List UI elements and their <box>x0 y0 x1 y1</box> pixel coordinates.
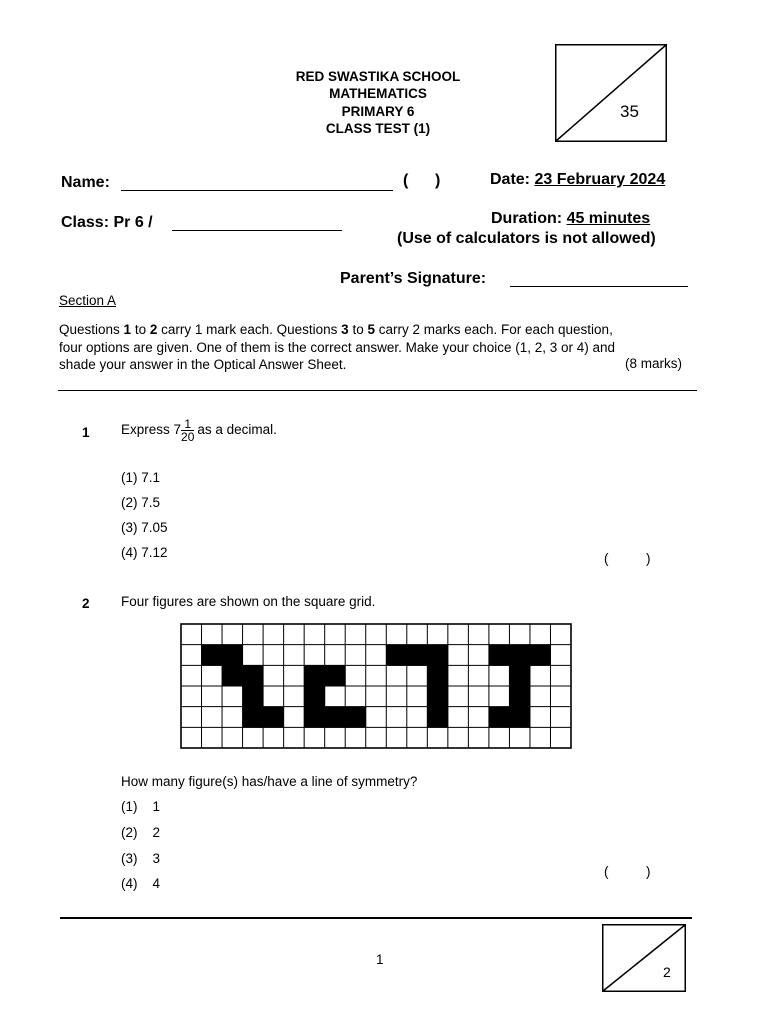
figure-3-cell <box>386 645 407 666</box>
index-bracket: ( ) <box>403 172 441 189</box>
q2-question: How many figure(s) has/have a line of symmetry? <box>121 774 418 789</box>
q1-text-before: Express 7 <box>121 422 182 438</box>
q2-option-2: (2) 2 <box>121 825 161 840</box>
figure-1-cell <box>243 707 264 728</box>
page-number: 1 <box>376 952 384 967</box>
q1-answer-bracket[interactable]: ( ) <box>604 551 651 566</box>
duration-field <box>491 210 650 228</box>
parent-signature-line[interactable] <box>510 286 688 287</box>
q2-option-4: (4) 4 <box>121 876 161 891</box>
q1-text-after: as a decimal. <box>197 422 277 438</box>
q2-option-3: (3) 3 <box>121 851 161 866</box>
level: PRIMARY 6 <box>341 104 415 119</box>
figure-4-cell <box>489 707 510 728</box>
name-label: Name: <box>61 174 110 191</box>
figure-2-cell <box>304 707 325 728</box>
name-line[interactable] <box>121 190 393 191</box>
instructions-line-1 <box>59 322 613 337</box>
figure-1-cell <box>243 686 264 707</box>
parent-signature-label: Parent’s Signature: <box>340 270 487 287</box>
figure-2-cell <box>325 707 346 728</box>
class-label: Class: Pr 6 / <box>61 214 153 231</box>
duration-value: 45 minutes <box>566 210 651 227</box>
q2-answer-bracket[interactable]: ( ) <box>604 864 651 879</box>
test-title: CLASS TEST (1) <box>325 121 431 136</box>
figure-2-cell <box>345 707 366 728</box>
instr-text: to <box>131 322 150 337</box>
instr-text: Questions <box>59 322 124 337</box>
section-marks: (8 marks) <box>625 356 682 371</box>
marks-box-frame <box>602 924 686 992</box>
score-total: 35 <box>620 102 639 121</box>
instr-q-start: 1 <box>123 322 132 337</box>
q2-text: Four figures are shown on the square grid. <box>121 594 376 609</box>
duration-label: Duration: <box>491 210 563 227</box>
figure-4-cell <box>509 686 530 707</box>
subject: MATHEMATICS <box>329 86 427 101</box>
q1-fraction <box>181 418 194 443</box>
instr-q-end: 2 <box>149 322 158 337</box>
instr-text: to <box>348 322 368 337</box>
score-box-frame <box>555 44 667 142</box>
date-value: 23 February 2024 <box>534 171 666 188</box>
instructions-line-3: shade your answer in the Optical Answer Sheet. <box>59 357 347 372</box>
figure-3-cell <box>427 645 448 666</box>
figure-1-cell <box>243 665 264 686</box>
q1-text <box>121 418 277 443</box>
footer-divider <box>60 917 692 919</box>
q1-option-4: (4) 7.12 <box>121 545 168 560</box>
q1-option-1: (1) 7.1 <box>121 470 161 485</box>
score-box <box>555 44 667 142</box>
figure-4-cell <box>509 645 530 666</box>
q2-option-1: (1) 1 <box>121 799 161 814</box>
date-field <box>490 171 665 189</box>
instr-q-start: 3 <box>341 322 349 337</box>
figure-1-cell <box>263 707 284 728</box>
figure-3-cell <box>427 707 448 728</box>
marks-box-value: 2 <box>663 964 671 980</box>
square-grid <box>180 623 572 749</box>
section-title: Section A <box>59 293 117 308</box>
instr-text: carry 1 mark each. Questions <box>157 322 342 337</box>
instr-q-end: 5 <box>367 322 375 337</box>
figure-1-cell <box>202 645 223 666</box>
figure-3-cell <box>427 665 448 686</box>
figure-4-cell <box>530 645 551 666</box>
figure-2-cell <box>304 686 325 707</box>
figure-1-cell <box>222 665 243 686</box>
q1-option-3: (3) 7.05 <box>121 520 168 535</box>
figure-4-cell <box>489 645 510 666</box>
q1-number: 1 <box>82 425 90 440</box>
marks-box <box>602 924 686 992</box>
school-name: RED SWASTIKA SCHOOL <box>295 69 461 84</box>
q1-frac-denominator: 20 <box>181 430 195 444</box>
q1-frac-numerator: 1 <box>181 418 194 431</box>
figure-1-cell <box>222 645 243 666</box>
figure-2-cell <box>325 665 346 686</box>
q2-number: 2 <box>82 596 90 611</box>
class-line[interactable] <box>172 230 342 231</box>
q1-option-2: (2) 7.5 <box>121 495 161 510</box>
figure-4-cell <box>509 707 530 728</box>
section-divider <box>58 390 697 391</box>
figure-3-cell <box>427 686 448 707</box>
figure-4-cell <box>509 665 530 686</box>
figure-2-cell <box>304 665 325 686</box>
instr-text: carry 2 marks each. For each question, <box>374 322 613 337</box>
instructions-line-2: four options are given. One of them is the correct answer. Make your choice (1, 2, 3 or 4) and <box>59 340 616 355</box>
calculator-note: (Use of calculators is not allowed) <box>397 230 656 247</box>
figure-3-cell <box>407 645 428 666</box>
date-label: Date: <box>490 171 531 188</box>
